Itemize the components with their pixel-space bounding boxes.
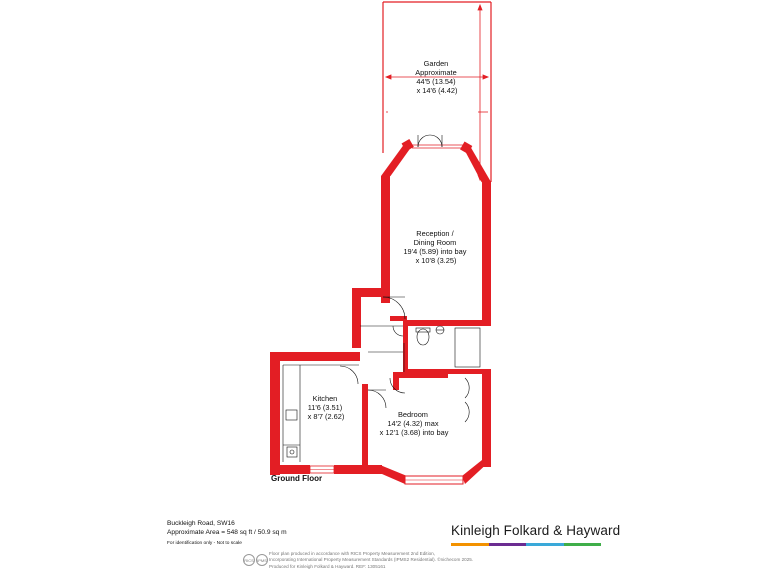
brand-bar-segment — [489, 543, 527, 546]
bedroom-bay-window — [380, 460, 491, 484]
kitchen-label: Kitchen 11'6 (3.51) x 8'7 (2.62) — [307, 394, 345, 421]
garden-label: Garden Approximate 44'5 (13.54) x 14'6 (4.42) — [415, 59, 458, 95]
brand-color-bar — [451, 543, 601, 546]
interior-walls — [270, 288, 491, 475]
footer-line-3: Produced for Kinleigh Folkard & Hayward. REF: 1305161 — [269, 563, 386, 569]
property-area: Approximate Area = 548 sq ft / 50.9 sq m — [167, 529, 287, 536]
kitchen-window — [310, 466, 334, 473]
floor-label: Ground Floor — [271, 474, 323, 483]
reception-label: Reception / Dining Room 19'4 (5.89) into bay x 10'8 (3.25) — [403, 229, 467, 265]
property-info — [167, 519, 287, 548]
property-address: Buckleigh Road, SW16 — [167, 520, 235, 527]
brand-name: Kinleigh Folkard & Hayward — [451, 523, 621, 538]
bedroom-label: Bedroom 14'2 (4.32) max x 12'1 (3.68) into bay — [379, 410, 449, 437]
footer-line-2: Incorporating International Property Measurement Standards (IPMS2 Residential). ©nichecom 2025. — [269, 557, 474, 563]
rics-logo-icon: RICS — [243, 554, 255, 566]
brand-bar-segment — [526, 543, 564, 546]
brand-bar-segment — [564, 543, 602, 546]
brand-bar-segment — [451, 543, 489, 546]
footer-disclaimer — [269, 551, 473, 570]
ipms-logo-icon: IPMS — [256, 554, 268, 566]
footer-line-1: Floor plan produced in accordance with RICS Property Measurement 2nd Edition, — [269, 551, 435, 556]
scale-note: For identification only - Not to scale — [167, 541, 242, 546]
